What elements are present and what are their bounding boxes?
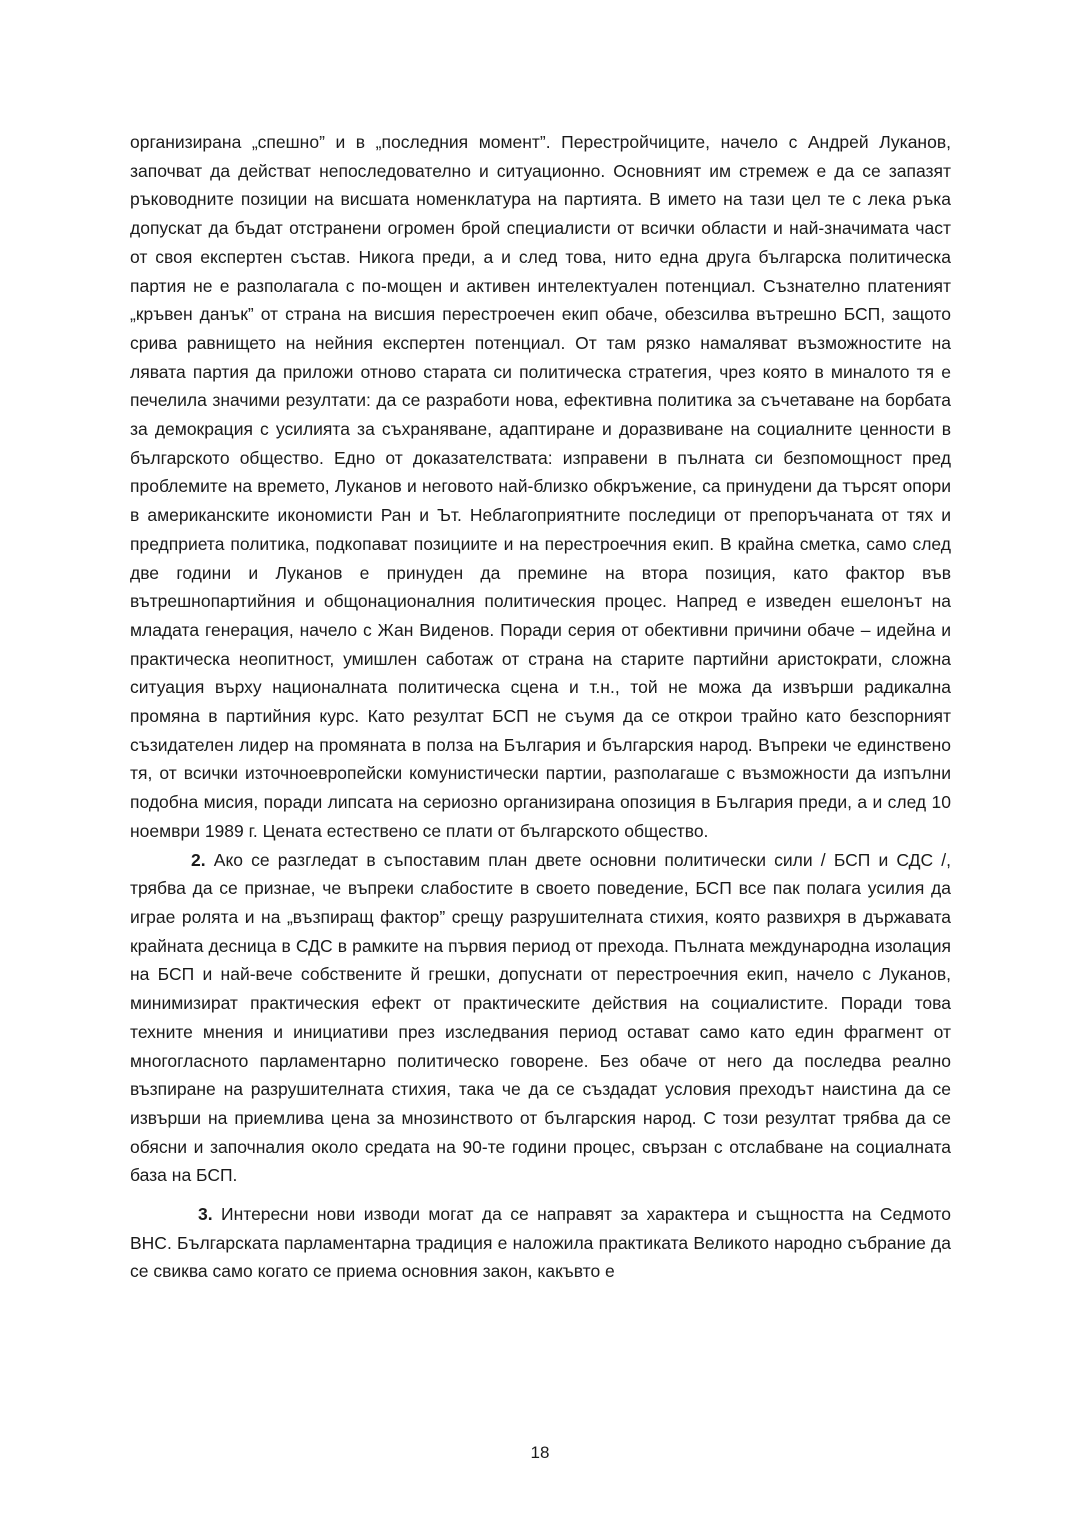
paragraph-1-text: организирана „спешно” и в „последния момент”. Перестройчиците, начело с Андрей Луканов, започват да действат непоследователно и ситуационно. Основният им стремеж е да се запазят ръководните позиции на висшата номенклатура на партията. В името на тази цел те с лека ръка допускат да бъдат отстранени огромен брой специалисти от всички области и най-значимата част от своя експертен състав. Никога преди, а и след това, нито една друга българска политическа партия не е разполагала с по-мощен и активен интелектуален потенциал. Съзнателно платеният „кръвен данък” от страна на висшия перестроечен екип обаче, обезсилва вътрешно БСП, защото срива равнището на нейния експертен потенциал. От там рязко намаляват възможностите на лявата партия да приложи отново старата си политическа стратегия, чрез която в миналото тя е печелила значими резултати: да се разработи нова, ефективна политика за съчетаване на борбата за демокрация с усилията за съхраняване, адаптиране и доразвиване на социалните ценности в българското общество. Едно от доказателствата: изправени в пълната си безпомощност пред проблемите на времето, Луканов и неговото най-близко обкръжение, са принудени да търсят опори в американските икономисти Ран и Ът. Неблагоприятните последици от препоръчаната от тях и предприета политика, подкопават позициите и на перестроечния екип. В крайна сметка, само след две години и Луканов е принуден да премине на втора позиция, като фактор във вътрешнопартийния и общонационалния политическия процес. Напред е изведен ешелонът на младата генерация, начело с Жан Виденов. Поради серия от обективни причини обаче – идейна и практическа неопитност, умишлен саботаж от страна на старите партийни аристократи, сложна ситуация върху националната политическа сцена и т.н., той не можа да извърши радикална промяна в партийния курс. Като резултат БСП не съумя да се открои трайно като безспорният съзидателен лидер на промяната в полза на България и българския народ. Въпреки че единствено тя, от всички източноевропейски комунистически партии, разполагаше с възможности да изпълни подобна мисия, поради липсата на сериозно организирана опозиция в България преди, а и след 10 ноември 1989 г. Цената естествено се плати от българското общество. [130, 132, 951, 841]
paragraph-2 [130, 846, 951, 1190]
paragraph-3-number: 3. [198, 1204, 213, 1225]
paragraph-2-text: Ако се разгледат в съпоставим план двете основни политически сили / БСП и СДС /, трябва да се признае, че въпреки слабостите в своето поведение, БСП все пак полага усилия да играе ролята и на „възпиращ фактор” срещу разрушителната стихия, която развихря в държавата крайната десница в СДС в рамките на първия период от прехода. Пълната международна изолация на БСП и най-вече собствените й грешки, допуснати от перестроечния екип, начело с Луканов, минимизират практическия ефект от практическите действия на социалистите. Поради това техните мнения и инициативи през изследвания период остават само като един фрагмент от многогласното парламентарно политическо говорене. Без обаче от него да последва реално възпиране на разрушителната стихия, така че да се създадат условия преходът наистина да се извърши на приемлива цена за мнозинството от българския народ. С този резултат трябва да се обясни и започналия около средата на 90-те години процес, свързан с отслабване на социалната база на БСП. [130, 849, 951, 1186]
paragraph-1 [130, 128, 951, 846]
paragraph-3 [130, 1200, 951, 1286]
paragraph-2-number: 2. [191, 849, 206, 870]
body-text [130, 128, 951, 1286]
page-number: 18 [530, 1443, 550, 1462]
paragraph-3-text: Интересни нови изводи могат да се направят за характера и същността на Седмото ВНС. Българската парламентарна традиция е наложила практиката Великото народно събрание да се свиква само когато се приема основния закон, какъвто е [130, 1204, 951, 1282]
